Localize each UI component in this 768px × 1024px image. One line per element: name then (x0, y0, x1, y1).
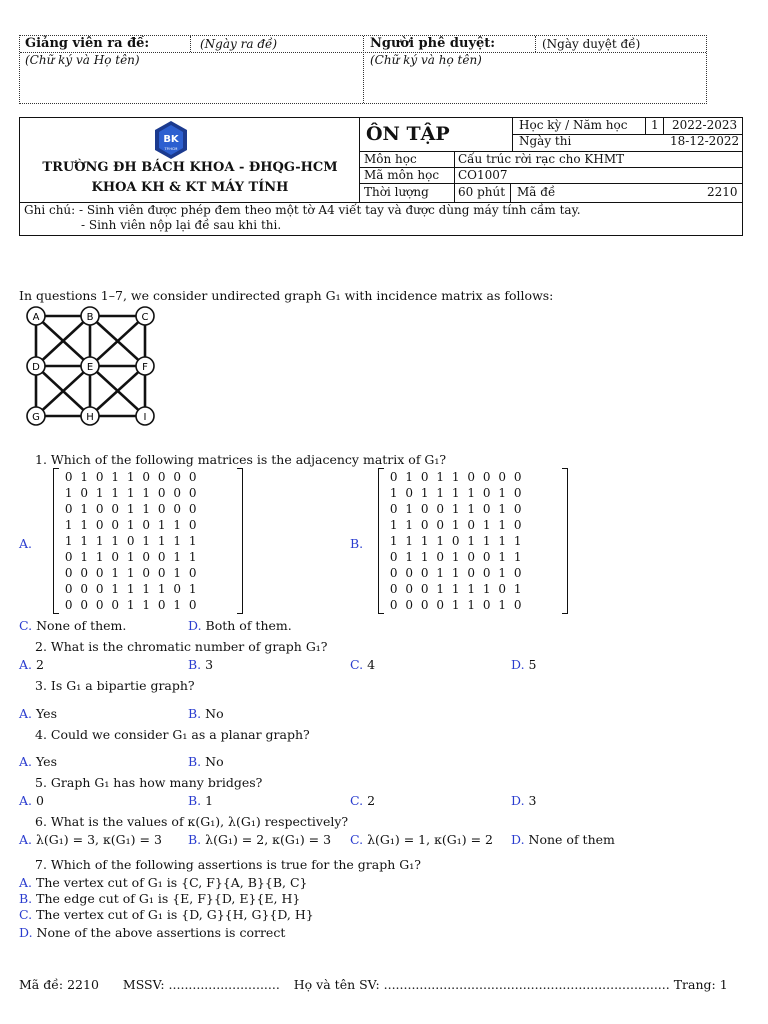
matrix-b-cell: 0 (405, 566, 414, 580)
matrix-b-cell: 0 (389, 582, 398, 596)
matrix-a-row (61, 469, 201, 485)
question-7: 7. Which of the following assertions is true for the graph G₁? (35, 857, 421, 872)
duration-label: Thời lượng (364, 185, 429, 199)
matrix-a-cell: 1 (173, 550, 182, 564)
matrix-a-row (61, 581, 201, 597)
matrix-b-row (386, 501, 526, 517)
date-label: Ngày thi (519, 134, 572, 148)
matrix-b-cell: 1 (451, 486, 460, 500)
matrix-b-row (386, 581, 526, 597)
matrix-b-cell: 0 (405, 582, 414, 596)
matrix-a-cell: 1 (95, 534, 104, 548)
matrix-b-cell: 1 (498, 550, 507, 564)
matrix-a-cell: 0 (64, 598, 73, 612)
approver-signature: (Chữ ký và họ tên) (370, 53, 482, 67)
node-c (136, 307, 154, 325)
matrix-a-cell: 0 (157, 502, 166, 516)
matrix-b-cell: 1 (405, 550, 414, 564)
matrix-a-cell: 0 (95, 518, 104, 532)
matrix-a-cell: 1 (126, 566, 135, 580)
matrix-a-cell: 1 (142, 534, 151, 548)
matrix-b-cell: 1 (451, 518, 460, 532)
matrix-b-cell: 1 (482, 518, 491, 532)
matrix-b-cell: 0 (405, 486, 414, 500)
svg-text:TP.HCM: TP.HCM (164, 147, 178, 151)
matrix-a-cell: 1 (173, 566, 182, 580)
matrix-b-cell: 1 (451, 502, 460, 516)
matrix-a-cell: 1 (95, 486, 104, 500)
matrix-b-cell: 0 (513, 566, 522, 580)
matrix-a-cell: 1 (126, 502, 135, 516)
svg-text:D: D (32, 362, 40, 373)
matrix-a-cell: 0 (95, 598, 104, 612)
graph-g1 (24, 304, 158, 428)
lecturer-signature: (Chữ ký và Họ tên) (25, 53, 140, 67)
matrix-a-cell: 0 (188, 486, 197, 500)
matrix-a-cell: 0 (157, 566, 166, 580)
node-f (136, 357, 154, 375)
matrix-a-cell: 1 (111, 582, 120, 596)
matrix-b-cell: 0 (436, 518, 445, 532)
subject-label: Môn học (364, 152, 417, 166)
lecturer-label: Giảng viên ra đề: (25, 36, 150, 51)
matrix-a-cell: 0 (157, 550, 166, 564)
matrix-a-cell: 0 (80, 486, 89, 500)
q6-option-a[interactable]: A. λ(G₁) = 3, κ(G₁) = 3 (19, 832, 162, 847)
matrix-a-cell: 1 (157, 518, 166, 532)
matrix-a-cell: 1 (111, 534, 120, 548)
lecturer-date: (Ngày ra đề) (200, 37, 278, 51)
matrix-a-cell: 1 (173, 598, 182, 612)
matrix-b-cell: 0 (482, 598, 491, 612)
matrix-a-cell: 0 (126, 534, 135, 548)
matrix-a-cell: 1 (111, 470, 120, 484)
matrix-b-cell: 0 (482, 550, 491, 564)
matrix-b-cell: 1 (405, 534, 414, 548)
matrix-b-cell: 0 (420, 566, 429, 580)
node-g (27, 407, 45, 425)
q1-option-a-label[interactable]: A. (19, 536, 33, 551)
matrix-b-cell: 1 (498, 518, 507, 532)
q4-option-a[interactable]: A. Yes (19, 754, 57, 769)
matrix-b-cell: 1 (420, 550, 429, 564)
node-d (27, 357, 45, 375)
matrix-b-cell: 1 (513, 550, 522, 564)
matrix-a-cell: 1 (126, 470, 135, 484)
matrix-b-cell: 1 (498, 534, 507, 548)
svg-text:I: I (143, 412, 147, 423)
q1-option-d[interactable]: D. Both of them. (188, 618, 292, 633)
matrix-b-cell: 1 (389, 486, 398, 500)
term-value: 1 (651, 118, 659, 132)
svg-text:H: H (86, 412, 94, 423)
q3-option-b[interactable]: B. No (188, 706, 224, 721)
matrix-b-row (386, 469, 526, 485)
matrix-b-cell: 0 (467, 566, 476, 580)
matrix-b-row (386, 549, 526, 565)
matrix-a-cell: 0 (157, 486, 166, 500)
school-name-line1: TRƯỜNG ĐH BÁCH KHOA - ĐHQG-HCM (42, 160, 338, 175)
school-name-line2: KHOA KH & KT MÁY TÍNH (91, 180, 289, 195)
matrix-b-cell: 1 (482, 582, 491, 596)
matrix-b-cell: 1 (498, 598, 507, 612)
matrix-b-row (386, 565, 526, 581)
svg-text:E: E (86, 362, 94, 373)
q7-option-b[interactable]: B. The edge cut of G₁ is {E, F}{D, E}{E, H} (19, 891, 301, 906)
matrix-b-cell: 1 (436, 582, 445, 596)
matrix-b-cell: 0 (420, 502, 429, 516)
matrix-b-cell: 1 (467, 502, 476, 516)
matrix-a-cell: 1 (142, 486, 151, 500)
matrix-b-row (386, 533, 526, 549)
matrix-a-cell: 1 (173, 534, 182, 548)
code-label: Mã môn học (364, 168, 440, 182)
matrix-a-cell: 1 (111, 486, 120, 500)
matrix-a-cell: 1 (126, 598, 135, 612)
matrix-a-cell: 1 (64, 518, 73, 532)
node-h (81, 407, 99, 425)
matrix-b-cell: 1 (405, 518, 414, 532)
svg-text:A: A (32, 312, 40, 323)
matrix-b-cell: 1 (451, 582, 460, 596)
date-value: 18-12-2022 (670, 134, 740, 148)
matrix-b-cell: 0 (389, 550, 398, 564)
matrix-b-cell: 0 (513, 470, 522, 484)
q2-option-d[interactable]: D. 5 (511, 657, 537, 672)
matrix-b-cell: 0 (405, 598, 414, 612)
matrix-a-cell: 1 (157, 582, 166, 596)
question-6: 6. What is the values of κ(G₁), λ(G₁) respectively? (35, 814, 349, 829)
matrix-a-row (61, 485, 201, 501)
note-line1: Ghi chú: - Sinh viên được phép đem theo một tờ A4 viết tay và được dùng máy tính cầm tay. (24, 203, 581, 217)
matrix-b-cell: 0 (436, 550, 445, 564)
approval-box (19, 35, 707, 104)
node-b (81, 307, 99, 325)
q1-option-c[interactable]: C. None of them. (19, 618, 127, 633)
matrix-b-cell: 1 (451, 550, 460, 564)
matrix-b-cell: 0 (389, 470, 398, 484)
matrix-b-cell: 0 (513, 518, 522, 532)
matrix-a-cell: 0 (95, 566, 104, 580)
q5-option-b[interactable]: B. 1 (188, 793, 214, 808)
matrix-a-cell: 0 (173, 502, 182, 516)
matrix-b-row (386, 517, 526, 533)
matrix-a-cell: 0 (111, 518, 120, 532)
matrix-a-cell: 0 (157, 470, 166, 484)
matrix-b-cell: 0 (482, 566, 491, 580)
matrix-a-cell: 1 (173, 518, 182, 532)
matrix-a-cell: 0 (80, 582, 89, 596)
matrix-b-cell: 1 (405, 502, 414, 516)
q1-option-b-label[interactable]: B. (350, 536, 364, 551)
matrix-b-cell: 1 (389, 518, 398, 532)
matrix-b-row (386, 485, 526, 501)
exam-code-label: Mã đề (517, 185, 556, 199)
subject-value: Cấu trúc rời rạc cho KHMT (458, 152, 625, 166)
approver-date: (Ngày duyệt đề) (542, 37, 641, 51)
matrix-a-cell: 0 (142, 470, 151, 484)
matrix-a-cell: 0 (80, 598, 89, 612)
matrix-b-cell: 1 (436, 486, 445, 500)
matrix-b-cell: 0 (436, 502, 445, 516)
matrix-b-cell: 1 (436, 566, 445, 580)
matrix-a-cell: 1 (188, 534, 197, 548)
matrix-b-cell: 1 (420, 486, 429, 500)
matrix-b-cell: 0 (420, 582, 429, 596)
matrix-b-cell: 0 (482, 486, 491, 500)
matrix-b-row (386, 597, 526, 613)
matrix-a-cell: 0 (111, 550, 120, 564)
exam-code-value: 2210 (707, 185, 738, 199)
matrix-a-cell: 0 (173, 470, 182, 484)
matrix-a-cell: 0 (142, 566, 151, 580)
q2-option-b[interactable]: B. 3 (188, 657, 214, 672)
matrix-b-cell: 1 (482, 534, 491, 548)
matrix-b-cell: 0 (389, 566, 398, 580)
matrix-a-cell: 1 (188, 582, 197, 596)
matrix-b-cell: 0 (420, 598, 429, 612)
node-a (27, 307, 45, 325)
matrix-a-cell: 0 (188, 518, 197, 532)
question-5: 5. Graph G₁ has how many bridges? (35, 775, 263, 790)
q6-option-d[interactable]: D. None of them (511, 832, 615, 847)
svg-text:C: C (141, 312, 149, 323)
matrix-a-cell: 0 (64, 550, 73, 564)
matrix-b-cell: 0 (513, 598, 522, 612)
matrix-b-cell: 1 (436, 470, 445, 484)
matrix-a-row (61, 597, 201, 613)
matrix-a-cell: 1 (80, 534, 89, 548)
code-value: CO1007 (458, 168, 508, 182)
matrix-a-cell: 0 (188, 598, 197, 612)
svg-text:F: F (142, 362, 148, 373)
matrix-b-cell: 0 (467, 518, 476, 532)
matrix-a-cell: 1 (142, 502, 151, 516)
matrix-a-cell: 1 (126, 550, 135, 564)
matrix-b-cell: 0 (389, 598, 398, 612)
matrix-b-cell: 0 (467, 550, 476, 564)
matrix-a-cell: 0 (64, 470, 73, 484)
matrix-b-cell: 0 (482, 502, 491, 516)
duration-value: 60 phút (458, 185, 506, 199)
intro-text: In questions 1–7, we consider undirected graph G₁ with incidence matrix as follows: (19, 288, 554, 303)
note-line2: - Sinh viên nộp lại đề sau khi thi. (81, 218, 282, 232)
question-2: 2. What is the chromatic number of graph G₁? (35, 639, 328, 654)
svg-text:B: B (86, 312, 94, 323)
matrix-a-cell: 1 (142, 598, 151, 612)
matrix-a-row (61, 533, 201, 549)
matrix-b-cell: 0 (498, 582, 507, 596)
footer-student-name[interactable]: Họ và tên SV: ........................................................................ (293, 977, 670, 992)
svg-text:G: G (32, 412, 40, 423)
q7-option-d[interactable]: D. None of the above assertions is correct (19, 925, 286, 940)
question-4: 4. Could we consider G₁ as a planar graph? (35, 727, 310, 742)
question-1: 1. Which of the following matrices is the adjacency matrix of G₁? (35, 452, 447, 467)
q2-option-a[interactable]: A. 2 (19, 657, 44, 672)
matrix-a-cell: 1 (142, 582, 151, 596)
footer (19, 977, 728, 992)
matrix-a-cell: 1 (64, 534, 73, 548)
q6-option-b[interactable]: B. λ(G₁) = 2, κ(G₁) = 3 (188, 832, 332, 847)
matrix-a-cell: 0 (188, 566, 197, 580)
matrix-a-cell: 1 (80, 502, 89, 516)
matrix-a-cell: 0 (64, 582, 73, 596)
q7-option-c[interactable]: C. The vertex cut of G₁ is {D, G}{H, G}{D, H} (19, 907, 314, 922)
matrix-a-row (61, 517, 201, 533)
school-logo (153, 120, 189, 160)
matrix-a-cell: 0 (142, 518, 151, 532)
matrix-a-cell: 0 (157, 598, 166, 612)
matrix-b-cell: 0 (420, 470, 429, 484)
matrix-b-cell: 0 (482, 470, 491, 484)
matrix-a-cell: 1 (80, 518, 89, 532)
footer-page: Trang: 1 (673, 977, 728, 992)
matrix-b-cell: 0 (467, 470, 476, 484)
matrix-b-cell: 1 (451, 598, 460, 612)
matrix-b-cell: 1 (513, 582, 522, 596)
matrix-a-cell: 0 (173, 486, 182, 500)
matrix-a-cell: 0 (64, 502, 73, 516)
matrix-a-cell: 1 (126, 582, 135, 596)
matrix-a-cell: 0 (95, 502, 104, 516)
approver-label: Người phê duyệt: (370, 36, 496, 51)
matrix-a-cell: 0 (173, 582, 182, 596)
matrix-b-cell: 0 (513, 486, 522, 500)
matrix-b-cell: 1 (467, 534, 476, 548)
matrix-a-cell: 0 (95, 470, 104, 484)
q5-option-d[interactable]: D. 3 (511, 793, 537, 808)
matrix-a-cell: 1 (95, 550, 104, 564)
matrix-a-cell: 1 (64, 486, 73, 500)
matrix-b-cell: 1 (498, 566, 507, 580)
matrix-b-cell: 1 (405, 470, 414, 484)
node-i (136, 407, 154, 425)
svg-text:BK: BK (163, 134, 179, 145)
matrix-a-cell: 1 (80, 470, 89, 484)
matrix-a-cell: 0 (188, 470, 197, 484)
matrix-a-cell: 0 (95, 582, 104, 596)
node-e (81, 357, 99, 375)
matrix-a-row (61, 565, 201, 581)
q5-option-c[interactable]: C. 2 (350, 793, 376, 808)
matrix-b-cell: 1 (467, 582, 476, 596)
matrix-b-cell: 1 (420, 534, 429, 548)
matrix-a-cell: 1 (188, 550, 197, 564)
matrix-b-cell: 0 (451, 534, 460, 548)
matrix-b-cell: 0 (513, 502, 522, 516)
term-label: Học kỳ / Năm học (519, 118, 628, 132)
matrix-a-cell: 0 (111, 502, 120, 516)
q7-option-a[interactable]: A. The vertex cut of G₁ is {C, F}{A, B}{B, C} (19, 875, 308, 890)
matrix-a-cell: 1 (126, 518, 135, 532)
matrix-a-cell: 0 (80, 566, 89, 580)
matrix-b-cell: 1 (467, 486, 476, 500)
matrix-a-cell: 1 (80, 550, 89, 564)
matrix-a-cell: 0 (64, 566, 73, 580)
exam-title: ÔN TẬP (366, 123, 450, 145)
matrix-b-cell: 1 (436, 534, 445, 548)
matrix-a-cell: 0 (142, 550, 151, 564)
matrix-b-cell: 1 (451, 470, 460, 484)
matrix-b-cell: 1 (451, 566, 460, 580)
q4-option-b[interactable]: B. No (188, 754, 224, 769)
matrix-b-cell: 1 (513, 534, 522, 548)
matrix-a-cell: 0 (188, 502, 197, 516)
matrix-b-cell: 0 (420, 518, 429, 532)
exam-header (19, 117, 743, 236)
q5-option-a[interactable]: A. 0 (19, 793, 44, 808)
footer-exam-code: Mã đề: 2210 (19, 977, 99, 992)
matrix-b-cell: 1 (389, 534, 398, 548)
matrix-b-cell: 0 (498, 470, 507, 484)
matrix-a-cell: 1 (126, 486, 135, 500)
footer-student-id[interactable]: MSSV: ............................ (122, 977, 280, 992)
question-3: 3. Is G₁ a bipartie graph? (35, 678, 195, 693)
matrix-b-cell: 0 (389, 502, 398, 516)
matrix-a-row (61, 549, 201, 565)
matrix-a-cell: 1 (157, 534, 166, 548)
year-value: 2022-2023 (672, 118, 738, 132)
matrix-b-cell: 1 (498, 502, 507, 516)
matrix-a-cell: 1 (111, 566, 120, 580)
matrix-a-row (61, 501, 201, 517)
q2-option-c[interactable]: C. 4 (350, 657, 376, 672)
q6-option-c[interactable]: C. λ(G₁) = 1, κ(G₁) = 2 (350, 832, 494, 847)
matrix-a-cell: 0 (111, 598, 120, 612)
matrix-b-cell: 1 (498, 486, 507, 500)
q3-option-a[interactable]: A. Yes (19, 706, 57, 721)
q1-matrix-a (53, 468, 243, 614)
matrix-b-cell: 1 (467, 598, 476, 612)
q1-matrix-b (378, 468, 568, 614)
matrix-b-cell: 0 (436, 598, 445, 612)
